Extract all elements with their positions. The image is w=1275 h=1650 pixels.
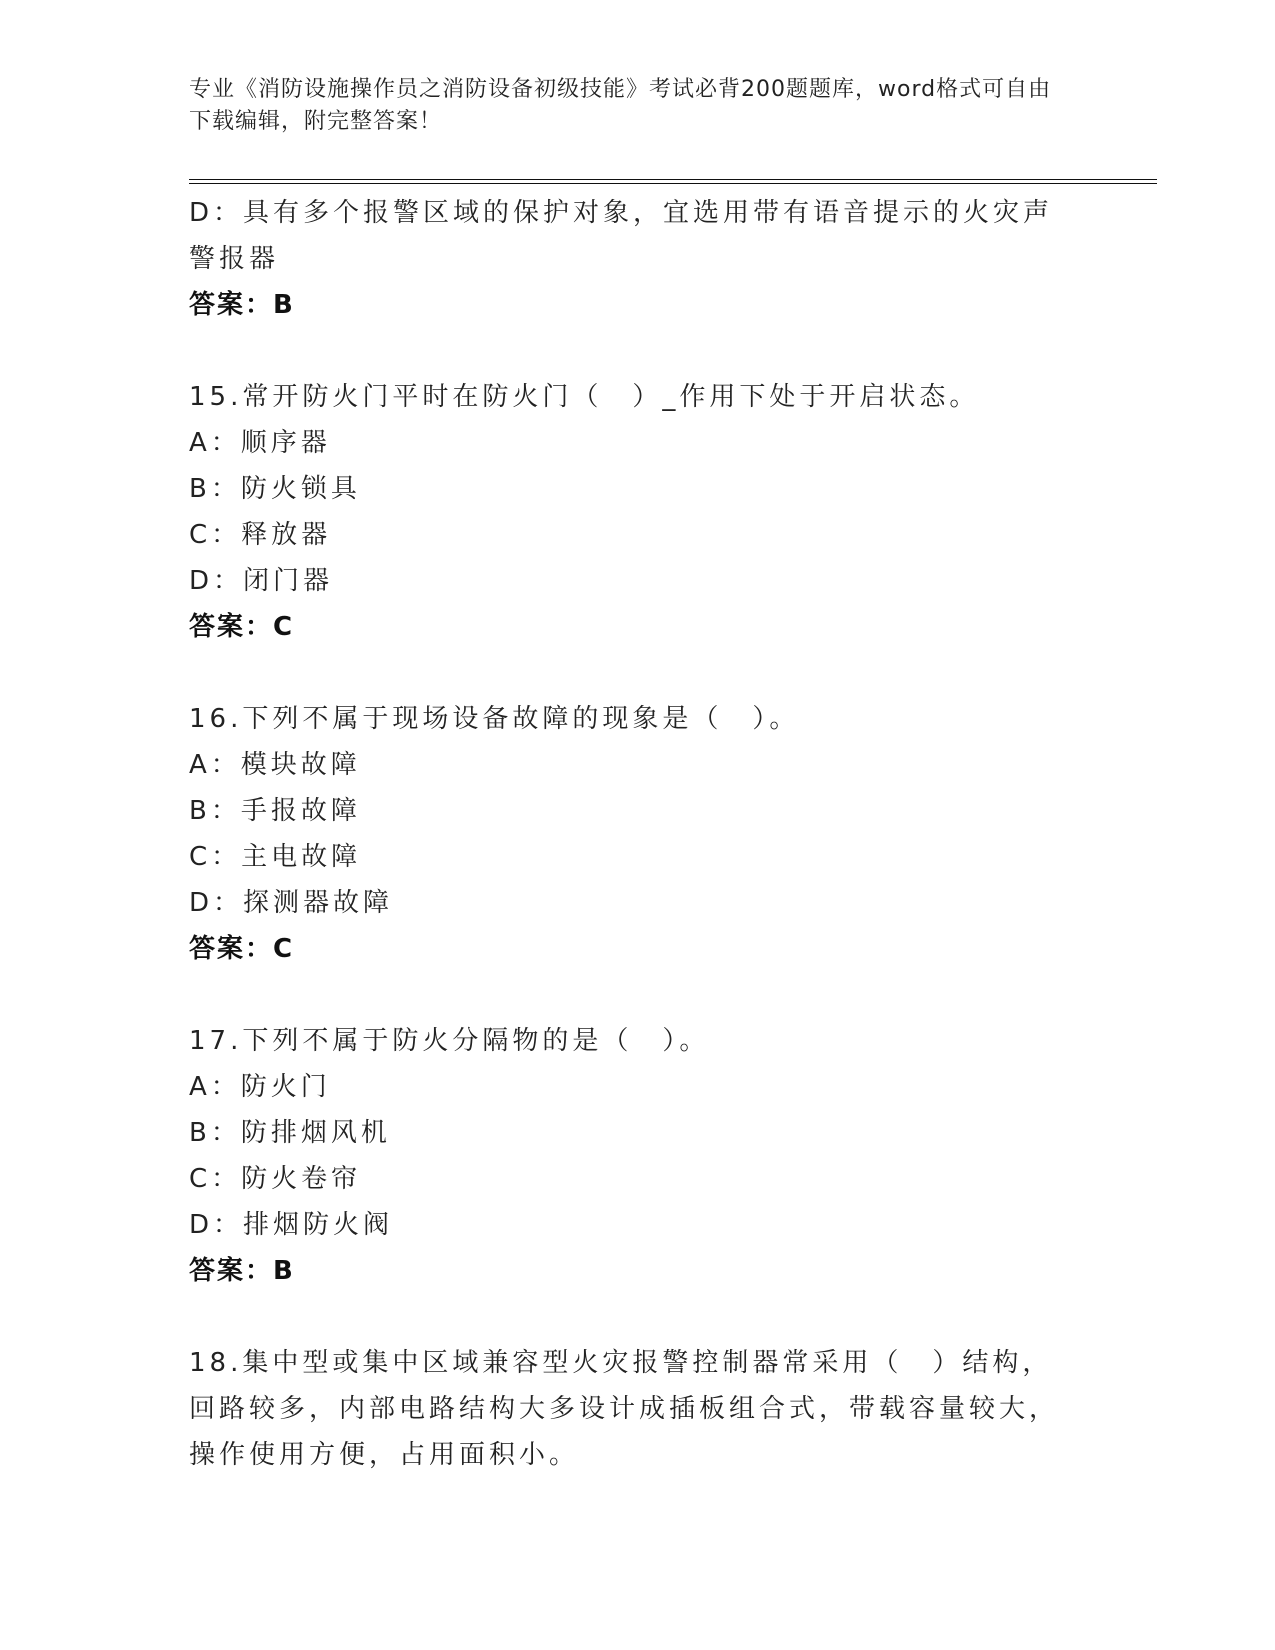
question-stem: 18.集中型或集中区域兼容型火灾报警控制器常采用（ ）结构，回路较多，内部电路结构大多设计成插板组合式，带载容量较大，操作使用方便，占用面积小。 [189,1348,1060,1470]
answer-label: 答案： [189,612,274,642]
question-16 [189,696,1069,972]
option-d: D：具有多个报警区域的保护对象，宜选用带有语音提示的火灾声警报器 [189,198,1054,274]
answer-line [189,282,1069,328]
document-header-title: 专业《消防设施操作员之消防设备初级技能》考试必背200题题库，word格式可自由下载编辑，附完整答案！ [189,77,1052,134]
option-b: B：防排烟风机 [189,1118,391,1148]
question-content [189,190,1069,1478]
answer-label: 答案： [189,934,274,964]
option-d: D：探测器故障 [189,888,394,918]
answer-value: C [273,612,295,642]
option-b: B：防火锁具 [189,474,361,504]
option-a: A：模块故障 [189,750,361,780]
answer-value: B [273,1256,295,1286]
answer-label: 答案： [189,1256,274,1286]
option-a: A：顺序器 [189,428,331,458]
question-stem: 17.下列不属于防火分隔物的是（ ）。 [189,1026,710,1056]
answer-line [189,926,1069,972]
option-c: C：释放器 [189,520,332,550]
option-c: C：主电故障 [189,842,362,872]
question-18 [189,1340,1069,1478]
option-d: D：闭门器 [189,566,334,596]
option-d: D：排烟防火阀 [189,1210,394,1240]
answer-label: 答案： [189,290,274,320]
option-b: B：手报故障 [189,796,361,826]
question-15 [189,374,1069,650]
question-stem: 16.下列不属于现场设备故障的现象是（ ）。 [189,704,800,734]
answer-value: C [273,934,295,964]
option-c: C：防火卷帘 [189,1164,362,1194]
answer-line [189,1248,1069,1294]
continuation-block [189,190,1069,328]
question-stem: 15.常开防火门平时在防火门（ ）_作用下处于开启状态。 [189,382,980,412]
question-17 [189,1018,1069,1294]
option-a: A：防火门 [189,1072,331,1102]
header-divider [189,179,1157,184]
answer-value: B [273,290,295,320]
answer-line [189,604,1069,650]
